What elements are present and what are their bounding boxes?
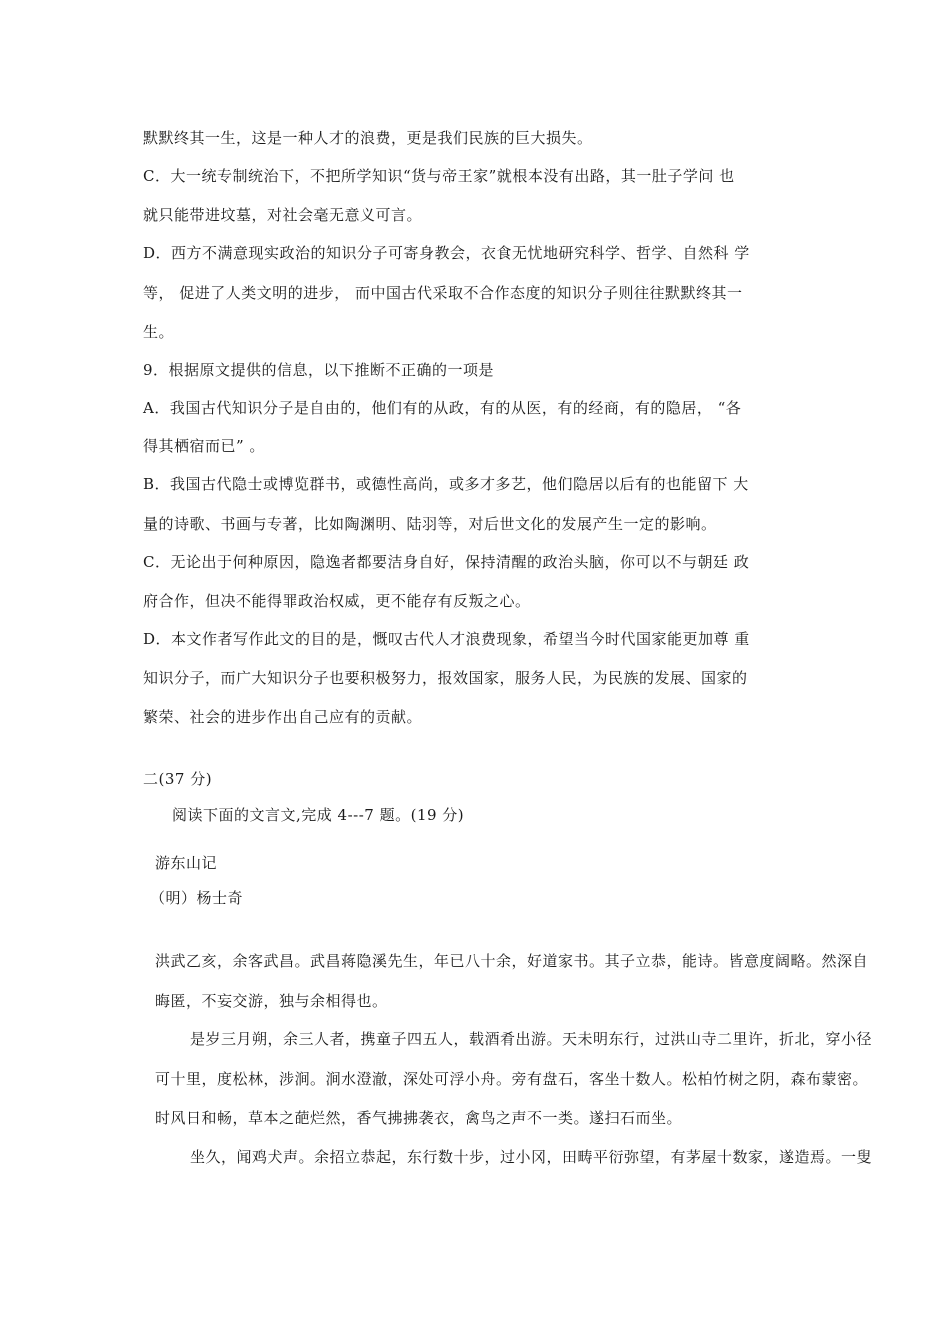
section-heading: 二(37 分) xyxy=(143,770,213,788)
option-c-line: 就只能带进坟墓，对社会毫无意义可言。 xyxy=(143,206,423,224)
passage-line: 洪武乙亥，余客武昌。武昌蒋隐溪先生，年已八十余，好道家书。其子立恭，能诗。皆意度阔略。然深自 xyxy=(155,952,869,970)
passage-line: 坐久，闻鸡犬声。余招立恭起，东行数十步，过小冈，田畴平衍弥望，有茅屋十数家，遂造焉。一叟 xyxy=(190,1148,873,1166)
section-instruction: 阅读下面的文言文,完成 4---7 题。(19 分) xyxy=(172,806,465,824)
option-b-line: B．我国古代隐士或博览群书，或德性高尚，或多才多艺，他们隐居以后有的也能留下 大 xyxy=(143,475,749,493)
passage-line: 是岁三月朔，余三人者，携童子四五人，载酒肴出游。天未明东行，过洪山寺二里许，折北，穿小径 xyxy=(190,1030,873,1048)
option-d-line: 等， 促进了人类文明的进步， 而中国古代采取不合作态度的知识分子则往往默默终其一 xyxy=(143,284,743,302)
passage-line: 时风日和畅，草本之葩烂然，香气拂拂袭衣，禽鸟之声不一类。遂扫石而坐。 xyxy=(155,1109,683,1127)
passage-author: （明）杨士奇 xyxy=(150,889,244,907)
option-d-line: 繁荣、社会的进步作出自己应有的贡献。 xyxy=(143,708,423,726)
option-d-line: 生。 xyxy=(143,323,175,341)
option-d-line: 知识分子，而广大知识分子也要积极努力，报效国家，服务人民，为民族的发展、国家的 xyxy=(143,669,748,687)
option-d-line: D．本文作者写作此文的目的是，慨叹古代人才浪费现象，希望当今时代国家能更加尊 重 xyxy=(143,630,750,648)
option-c-line: 府合作，但决不能得罪政治权威，更不能存有反叛之心。 xyxy=(143,592,531,610)
passage-title: 游东山记 xyxy=(155,854,218,872)
option-d-line: D．西方不满意现实政治的知识分子可寄身教会，衣食无忧地研究科学、哲学、自然科 学 xyxy=(143,244,750,262)
question-stem: 9．根据原文提供的信息，以下推断不正确的一项是 xyxy=(143,361,495,379)
option-a-line: A．我国古代知识分子是自由的，他们有的从政，有的从医，有的经商，有的隐居， “各 xyxy=(143,399,742,417)
passage-line: 可十里，度松林，涉涧。涧水澄澈，深处可浮小舟。旁有盘石，客坐十数人。松柏竹树之阴，森布蒙密。 xyxy=(155,1070,869,1088)
option-c-line: C．无论出于何种原因，隐逸者都要洁身自好，保持清醒的政治头脑，你可以不与朝廷 政 xyxy=(143,553,750,571)
option-c-line: C．大一统专制统治下，不把所学知识“货与帝王家”就根本没有出路，其一肚子学问 也 xyxy=(143,167,735,185)
passage-line: 晦匿，不妄交游，独与余相得也。 xyxy=(155,992,388,1010)
text-line: 默默终其一生，这是一种人才的浪费，更是我们民族的巨大损失。 xyxy=(143,129,593,147)
option-b-line: 量的诗歌、书画与专著，比如陶渊明、陆羽等，对后世文化的发展产生一定的影响。 xyxy=(143,515,717,533)
option-a-line: 得其栖宿而已” 。 xyxy=(143,437,265,455)
